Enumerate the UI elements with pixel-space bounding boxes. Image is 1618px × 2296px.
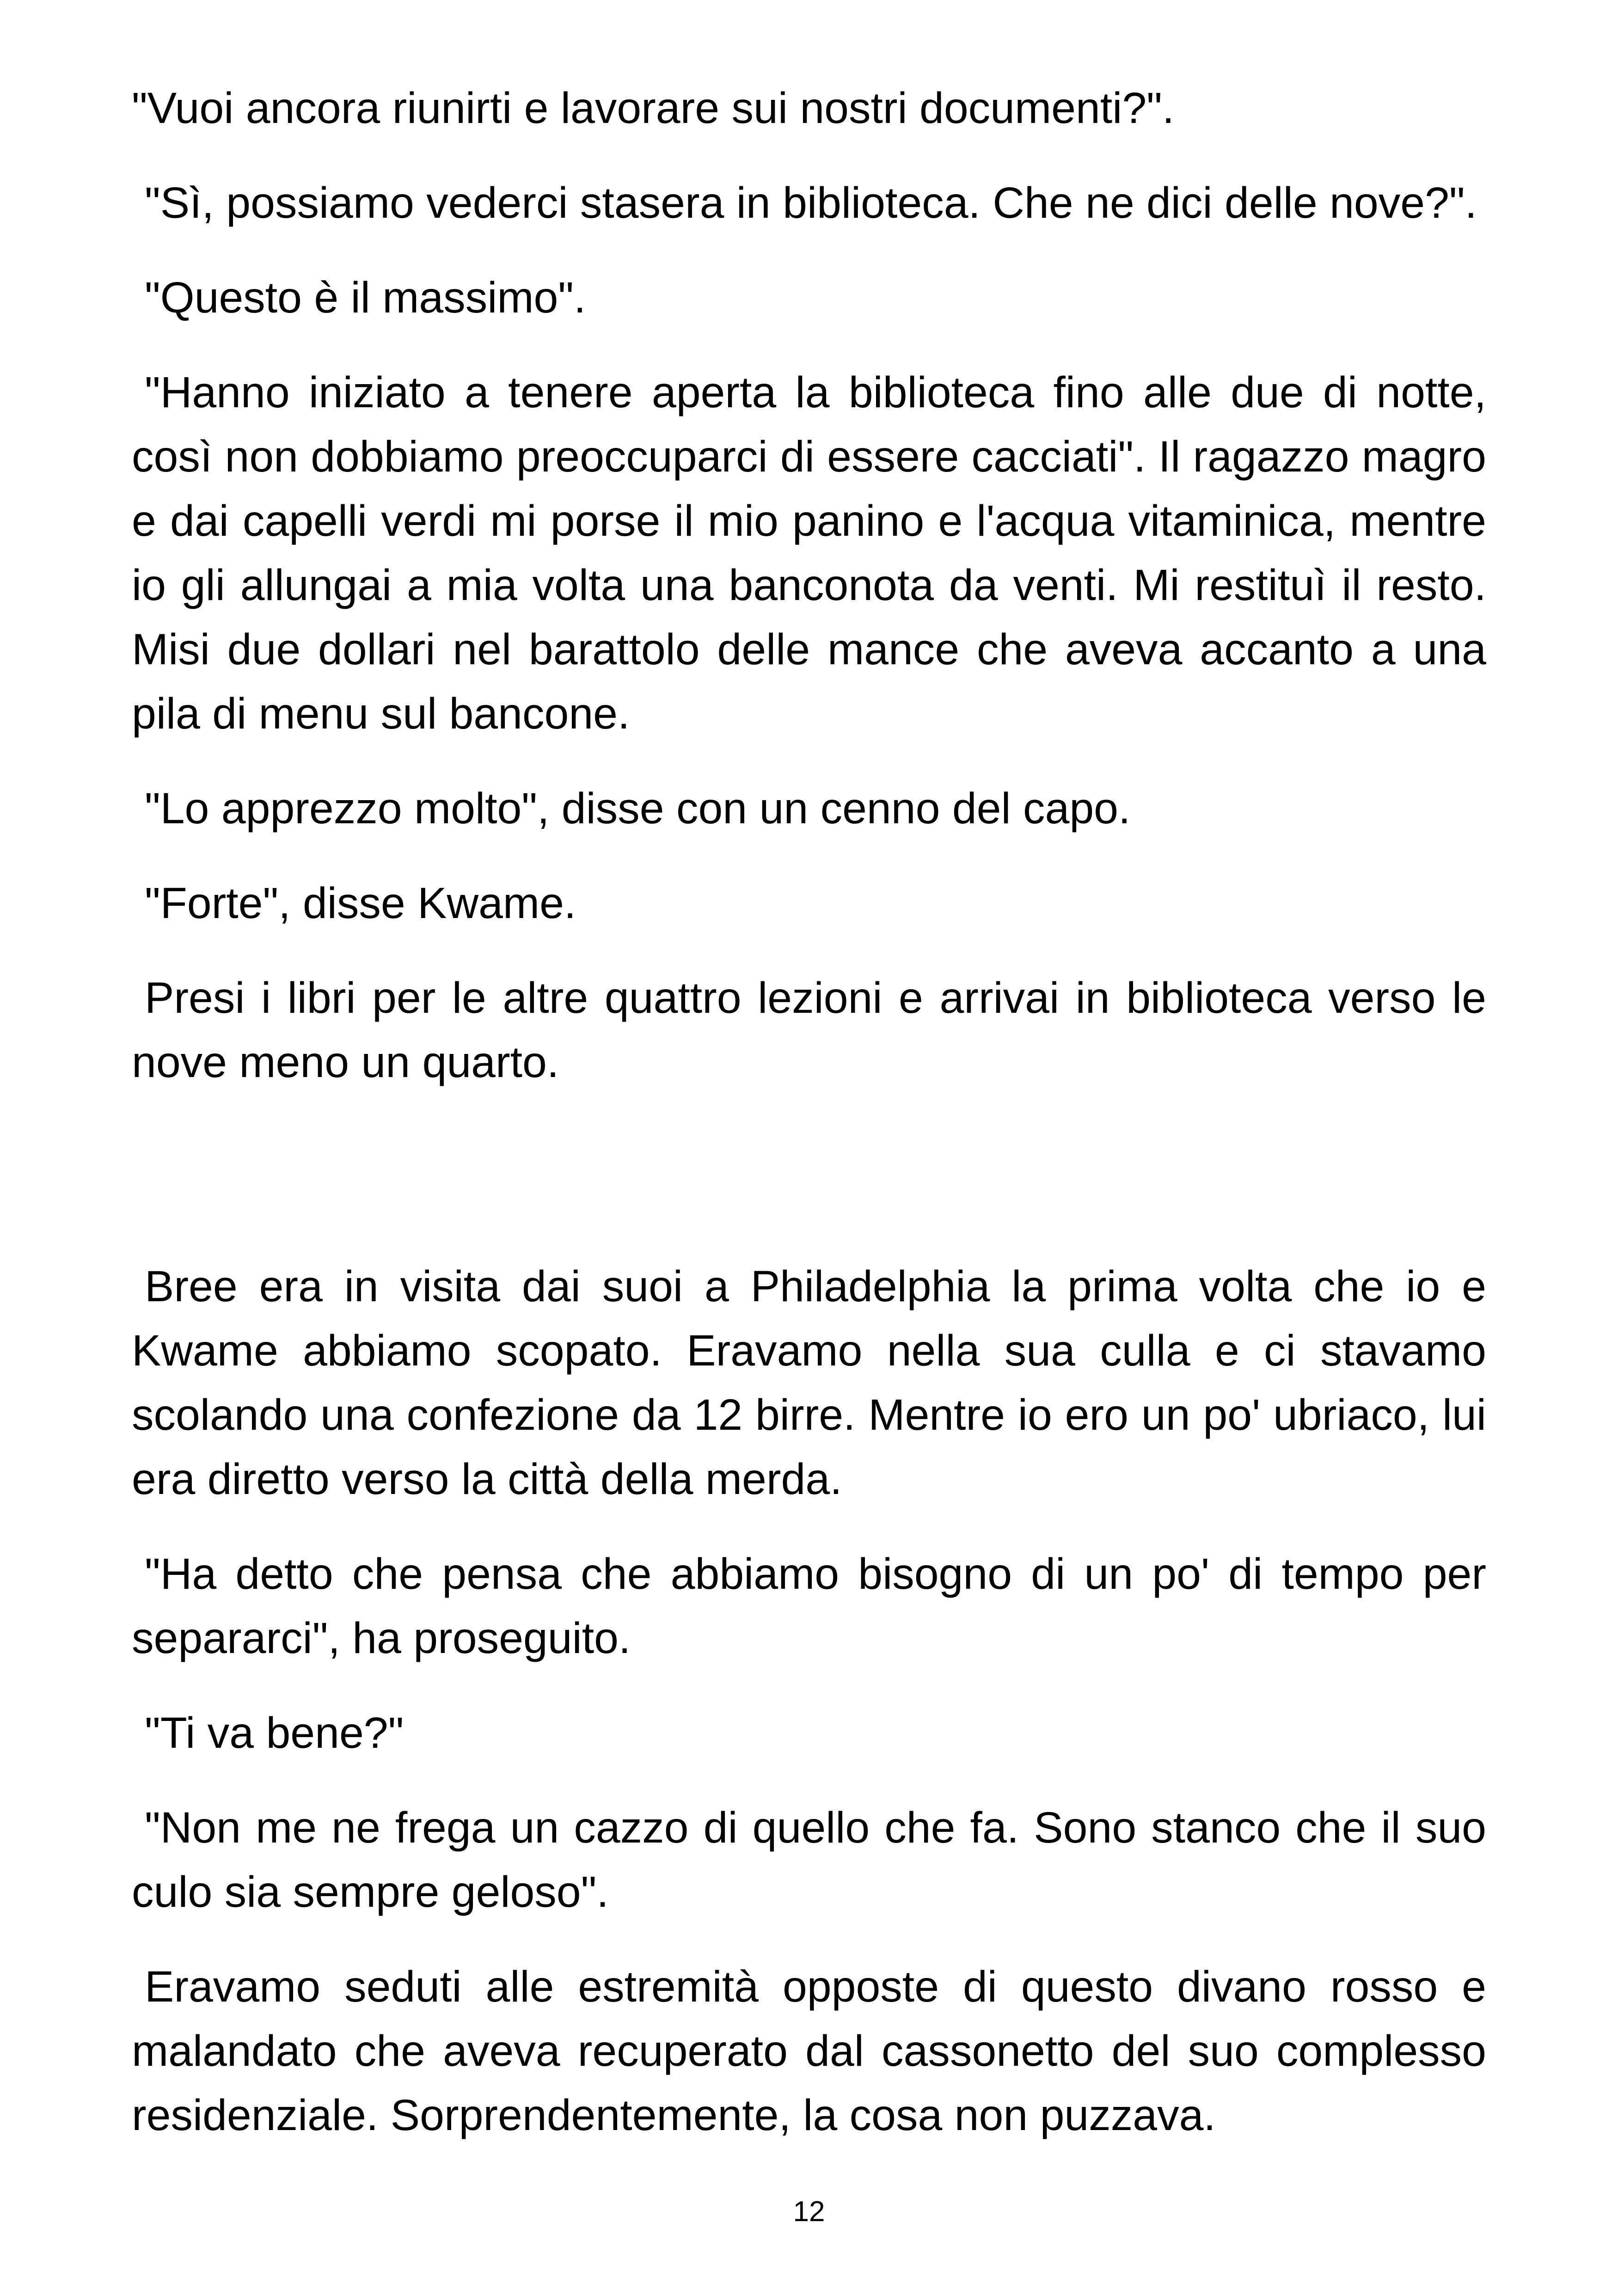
paragraph: "Hanno iniziato a tenere aperta la biblioteca fino alle due di notte, così non dobbiamo preoccuparci di essere cacciati". Il ragazzo magro e dai capelli verdi mi porse il mio panino e l'acqua vitaminica, mentre io gli allungai a mia volta una banconota da venti. Mi restituì il resto. Misi due dollari nel barattolo delle mance che aveva accanto a una pila di menu sul bancone.: [132, 368, 1486, 738]
paragraph: "Vuoi ancora riunirti e lavorare sui nostri documenti?".: [132, 84, 1175, 133]
paragraph: "Non me ne frega un cazzo di quello che fa. Sono stanco che il suo culo sia sempre geloso".: [132, 1803, 1486, 1916]
page-body: [132, 76, 1486, 2178]
page-number: 12: [793, 2196, 825, 2228]
paragraph: "Ha detto che pensa che abbiamo bisogno di un po' di tempo per separarci", ha proseguito.: [132, 1549, 1486, 1663]
paragraph: "Forte", disse Kwame.: [145, 879, 576, 928]
paragraph: Eravamo seduti alle estremità opposte di questo divano rosso e malandato che aveva recuperato dal cassonetto del suo complesso residenziale. Sorprendentemente, la cosa non puzzava.: [132, 1962, 1486, 2140]
paragraph: "Lo apprezzo molto", disse con un cenno del capo.: [145, 784, 1131, 833]
paragraph: Bree era in visita dai suoi a Philadelphia la prima volta che io e Kwame abbiamo scopato. Eravamo nella sua culla e ci stavamo scolando una confezione da 12 birre. Mentre io ero un po' ubriaco, lui era diretto verso la città della merda.: [132, 1262, 1486, 1504]
paragraph: "Questo è il massimo".: [145, 273, 586, 322]
section-break: [132, 1125, 1486, 1255]
paragraph: "Sì, possiamo vederci stasera in biblioteca. Che ne dici delle nove?".: [145, 178, 1477, 227]
paragraph: Presi i libri per le altre quattro lezioni e arrivai in biblioteca verso le nove meno un quarto.: [132, 974, 1486, 1087]
paragraph: "Ti va bene?": [145, 1708, 404, 1757]
